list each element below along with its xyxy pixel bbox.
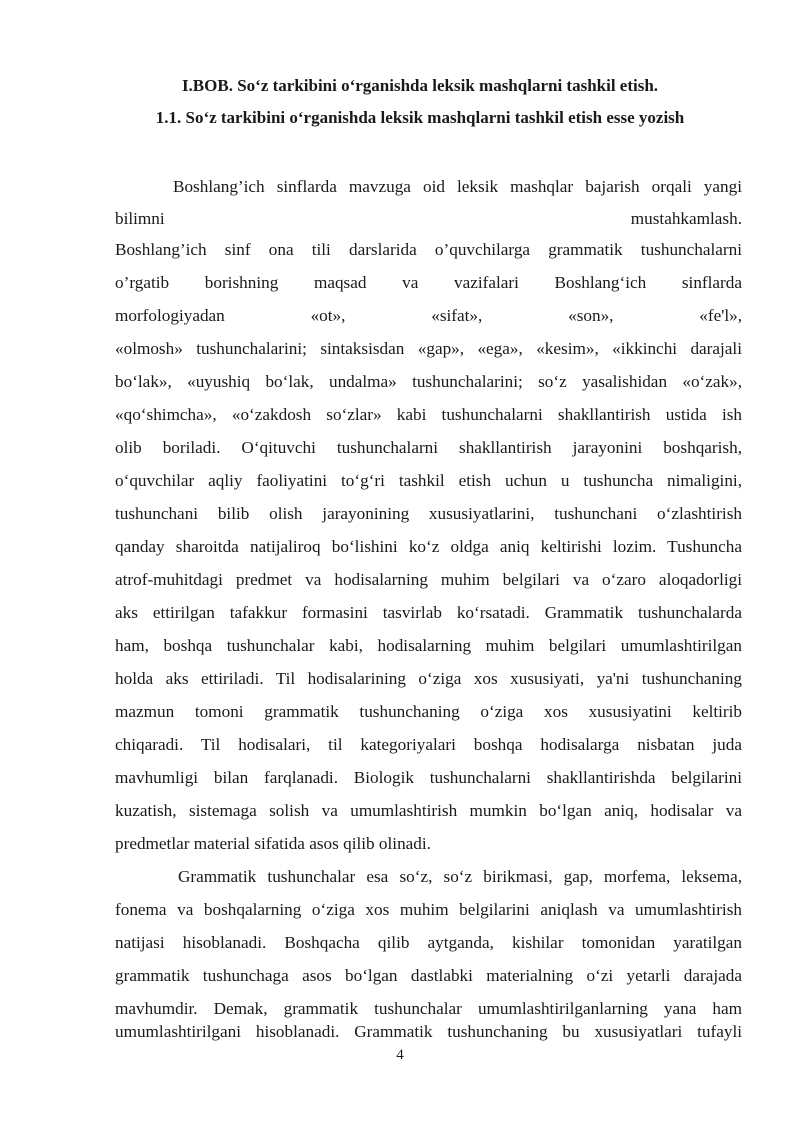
paragraph-line: natijasi hisoblanadi. Boshqacha qilib aytganda, kishilar tomonidan yaratilgan xyxy=(115,933,742,952)
paragraph-line: «qo‘shimcha», «o‘zakdosh so‘zlar» kabi tushunchalarni shakllantirish ustida ish xyxy=(115,405,742,424)
chapter-heading: I.BOB. So‘z tarkibini o‘rganishda leksik mashqlarni tashkil etish. xyxy=(181,76,659,95)
paragraph-line: morfologiyadan «ot», «sifat», «son», «fe'l», xyxy=(115,306,742,325)
paragraph-line: fonema va boshqalarning o‘ziga xos muhim belgilarini aniqlash va umumlashtirish xyxy=(115,900,742,919)
paragraph-line: ham, boshqa tushunchalar kabi, hodisalarning muhim belgilari umumlashtirilgan xyxy=(115,636,742,655)
paragraph-line: Boshlang’ich sinflarda mavzuga oid leksik mashqlar bajarish orqali yangi xyxy=(173,177,742,196)
paragraph-line: qanday sharoitda natijaliroq bo‘lishini ko‘z oldga aniq keltirishi lozim. Tushuncha xyxy=(115,537,742,556)
page-number: 4 xyxy=(396,1047,404,1063)
paragraph-line: olib boriladi. O‘qituvchi tushunchalarni shakllantirish jarayonini boshqarish, xyxy=(115,438,742,457)
paragraph-line: grammatik tushunchaga asos bo‘lgan dastlabki materialning o‘zi yetarli darajada xyxy=(115,966,742,985)
paragraph-line: mavhumligi bilan farqlanadi. Biologik tushunchalarni shakllantirishda belgilarini xyxy=(115,768,742,787)
paragraph-line: o‘quvchilar aqliy faoliyatini to‘g‘ri tashkil etish uchun u tushuncha nimaligini, xyxy=(115,471,742,490)
paragraph-line: bo‘lak», «uyushiq bo‘lak, undalma» tushunchalarini; so‘z yasalishidan «o‘zak», xyxy=(115,372,742,391)
paragraph-line: mavhumdir. Demak, grammatik tushunchalar umumlashtirilganlarning yana ham xyxy=(115,999,742,1018)
paragraph-line: holda aks ettiriladi. Til hodisalarining o‘ziga xos xususiyati, ya'ni tushunchaning xyxy=(115,669,742,688)
paragraph-line: tushunchani bilib olish jarayonining xususiyatlarini, tushunchani o‘zlashtirish xyxy=(115,504,742,523)
paragraph-line: bilimni mustahkamlash. xyxy=(115,209,742,228)
paragraph-line: o’rgatib borishning maqsad va vazifalari Boshlang‘ich sinflarda xyxy=(115,273,742,292)
paragraph-line: Grammatik tushunchalar esa so‘z, so‘z birikmasi, gap, morfema, leksema, xyxy=(178,867,742,886)
paragraph-line: chiqaradi. Til hodisalari, til kategoriyalari boshqa hodisalarga nisbatan juda xyxy=(115,735,742,754)
paragraph-line: mazmun tomoni grammatik tushunchaning o‘ziga xos xususiyatini keltirib xyxy=(115,702,742,721)
paragraph-line: aks ettirilgan tafakkur formasini tasvirlab ko‘rsatadi. Grammatik tushunchalarda xyxy=(115,603,742,622)
section-heading: 1.1. So‘z tarkibini o‘rganishda leksik mashqlarni tashkil etish esse yozish xyxy=(155,108,685,127)
paragraph-line: umumlashtirilgani hisoblanadi. Grammatik tushunchaning bu xususiyatlari tufayli xyxy=(115,1022,742,1041)
paragraph-line: Boshlang’ich sinf ona tili darslarida o’quvchilarga grammatik tushunchalarni xyxy=(115,240,742,259)
paragraph-line: kuzatish, sistemaga solish va umumlashtirish mumkin bo‘lgan aniq, hodisalar va xyxy=(115,801,742,820)
paragraph-line: «olmosh» tushunchalarini; sintaksisdan «gap», «ega», «kesim», «ikkinchi darajali xyxy=(115,339,742,358)
paragraph-line: predmetlar material sifatida asos qilib olinadi. xyxy=(115,834,431,853)
paragraph-line: atrof-muhitdagi predmet va hodisalarning muhim belgilari va o‘zaro aloqadorligi xyxy=(115,570,742,589)
